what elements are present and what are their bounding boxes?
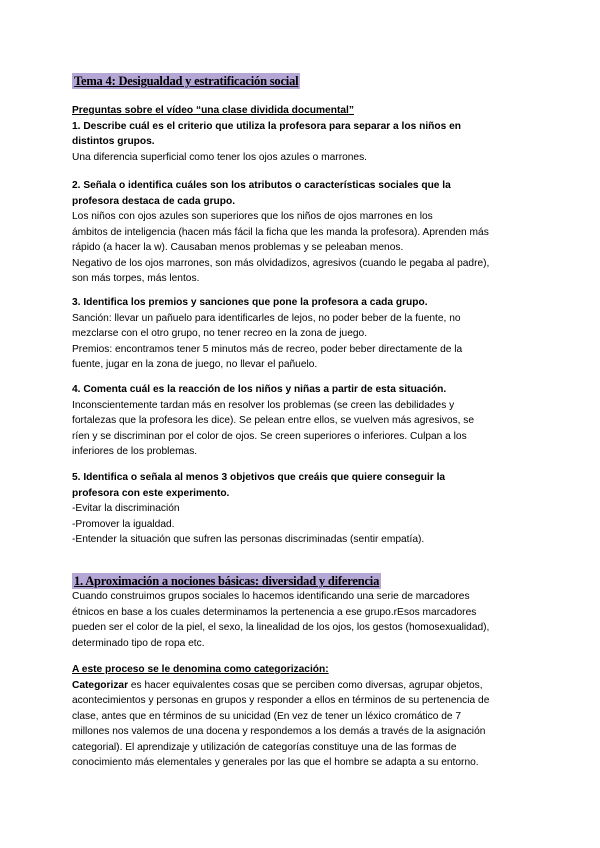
topic-heading: Tema 4: Desigualdad y estratificación social bbox=[74, 74, 299, 88]
answer-3-line: mezclarse con el otro grupo, no tener recreo en la zona de juego. bbox=[72, 328, 368, 339]
definition-line: millones nos valemos de una docena y respondemos a los demás a través de la asignación bbox=[72, 726, 486, 737]
question-5: 5. Identifica o señala al menos 3 objetivos que creáis que quiere conseguir la bbox=[72, 472, 446, 483]
question-5-cont: profesora con este experimento. bbox=[72, 487, 230, 499]
definition-first-text: es hacer equivalentes cosas que se perciben como diversas, agrupar objetos, bbox=[128, 679, 483, 691]
definition-line: acontecimientos y personas en grupos y responder a ellos en términos de su pertenencia de bbox=[72, 695, 490, 706]
definition-line: categorial). El aprendizaje y utilización de categorías constituye una de las formas de bbox=[72, 741, 457, 753]
answer-3-line: fuente, jugar en la zona de juego, no llevar el pañuelo. bbox=[72, 359, 318, 370]
answer-2-line: Negativo de los ojos marrones, son más olvidadizos, agresivos (cuando le pegaba al padre), bbox=[72, 257, 490, 269]
answer-2-line: ámbitos de inteligencia (hacen más fácil la ficha que les manda la profesora). Aprenden más bbox=[72, 226, 489, 238]
answer-1: Una diferencia superficial como tener los ojos azules o marrones. bbox=[72, 151, 368, 163]
answer-4-line: ríen y se discriminan por el color de ojos. Se creen superiores o inferiores. Culpan a los bbox=[72, 430, 467, 442]
question-3-block bbox=[72, 295, 532, 373]
intro-line: étnicos en base a los cuales determinamos la pertenencia a ese grupo.rEsos marcadores bbox=[72, 606, 477, 618]
answer-5-line: -Evitar la discriminación bbox=[72, 503, 180, 514]
intro-line: determinado tipo de ropa etc. bbox=[72, 637, 205, 649]
definition-line: clase, antes que en términos de su unicidad (En vez de tener un léxico cromático de 7 bbox=[72, 710, 462, 722]
question-2: 2. Señala o identifica cuáles son los atributos o características sociales que la bbox=[72, 180, 451, 191]
question-2-cont: profesora destaca de cada grupo. bbox=[72, 195, 236, 207]
answer-2-line: Los niños con ojos azules son superiores que los niños de ojos marrones en los bbox=[72, 211, 433, 222]
answer-2-line: son más torpes, más lentos. bbox=[72, 273, 200, 284]
categorization-subheading: A este proceso se le denomina como categorización: bbox=[72, 664, 329, 675]
intro-line: pueden ser el color de la piel, el sexo, la linealidad de los ojos, los gestos (homosexualidad), bbox=[72, 622, 490, 633]
question-4: 4. Comenta cuál es la reacción de los niños y niñas a partir de esta situación. bbox=[72, 384, 447, 395]
question-2-block bbox=[72, 178, 532, 287]
question-5-block bbox=[72, 470, 532, 548]
answer-4-line: Inconscientemente tardan más en resolver los problemas (se creen las debilidades y bbox=[72, 399, 455, 411]
answer-4-line: fortalezas que la profesora les dice). Se pelean entre ellos, se vuelven más agresivos, se bbox=[72, 415, 475, 426]
questions-block bbox=[72, 103, 532, 165]
question-1-cont: distintos grupos. bbox=[72, 136, 155, 147]
term-categorizar: Categorizar bbox=[72, 679, 129, 691]
definition-line: conocimiento más elementales y generales por las que el hombre se adapta a su entorno. bbox=[72, 757, 479, 768]
video-questions-subtitle: Preguntas sobre el vídeo “una clase dividida documental” bbox=[72, 105, 354, 116]
question-1: 1. Describe cuál es el criterio que utiliza la profesora para separar a los niños en bbox=[72, 120, 461, 132]
answer-3-line: Sanción: llevar un pañuelo para identificarles de lejos, no poder beber de la fuente, no bbox=[72, 312, 461, 324]
answer-2-line: rápido (a hacer la w). Causaban menos problemas y se peleaban menos. bbox=[72, 242, 404, 253]
intro-line: Cuando construimos grupos sociales lo hacemos identificando una serie de marcadores bbox=[72, 591, 470, 602]
question-4-block bbox=[72, 382, 532, 460]
question-3: 3. Identifica los premios y sanciones que pone la profesora a cada grupo. bbox=[72, 297, 428, 308]
section-heading: 1. Aproximación a nociones básicas: diversidad y diferencia bbox=[74, 574, 380, 588]
categorization-block bbox=[72, 662, 532, 771]
definition-first-line bbox=[72, 678, 532, 694]
answer-5-line: -Promover la igualdad. bbox=[72, 518, 175, 530]
answer-4-line: inferiores de los problemas. bbox=[72, 446, 198, 457]
answer-3-line: Premios: encontramos tener 5 minutos más de recreo, poder beber directamente de la bbox=[72, 343, 463, 355]
answer-5-line: -Entender la situación que sufren las personas discriminadas (sentir empatía). bbox=[72, 534, 425, 545]
section-1-intro bbox=[72, 589, 532, 651]
